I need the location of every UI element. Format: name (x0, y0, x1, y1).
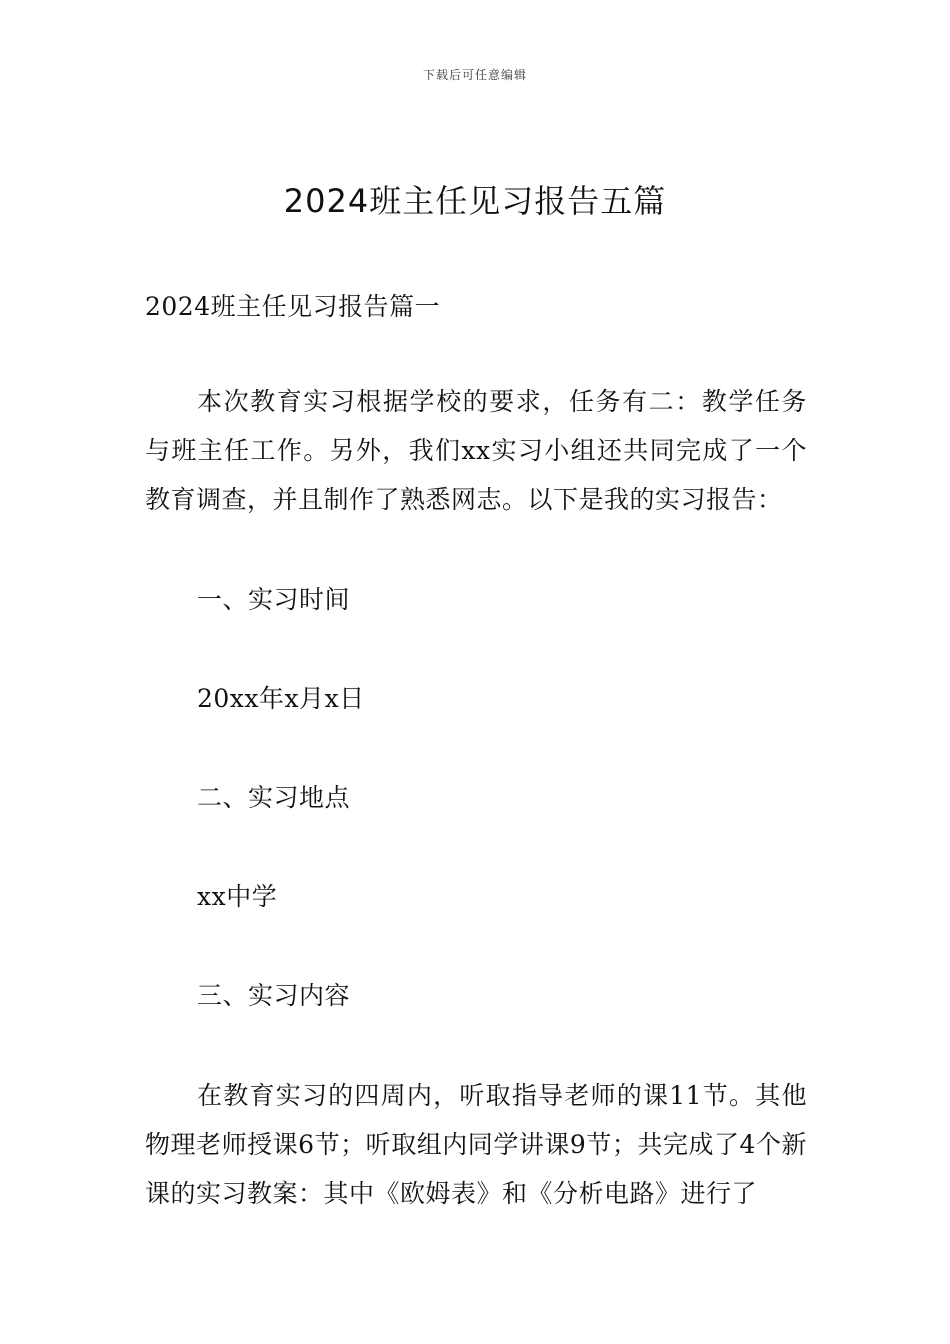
internship-time-value: 20xx年x月x日 (197, 684, 365, 713)
internship-place-value: xx中学 (197, 882, 278, 911)
heading-internship-place: 二、实习地点 (197, 783, 351, 812)
heading-internship-content: 三、实习内容 (197, 981, 351, 1010)
header-note: 下载后可任意编辑 (422, 68, 527, 82)
intro-paragraph: 本次教育实习根据学校的要求，任务有二：教学任务与班主任工作。另外，我们xx实习小组还共同完成了一个教育调查，并且制作了熟悉网志。以下是我的实习报告： (145, 387, 807, 514)
heading-internship-time: 一、实习时间 (197, 585, 351, 614)
content-paragraph: 在教育实习的四周内，听取指导老师的课11节。其他物理老师授课6节；听取组内同学讲课9节；共完成了4个新课的实习教案：其中《欧姆表》和《分析电路》进行了 (145, 1081, 807, 1208)
document-title: 2024班主任见习报告五篇 (283, 182, 667, 220)
section-title: 2024班主任见习报告篇一 (145, 292, 441, 321)
